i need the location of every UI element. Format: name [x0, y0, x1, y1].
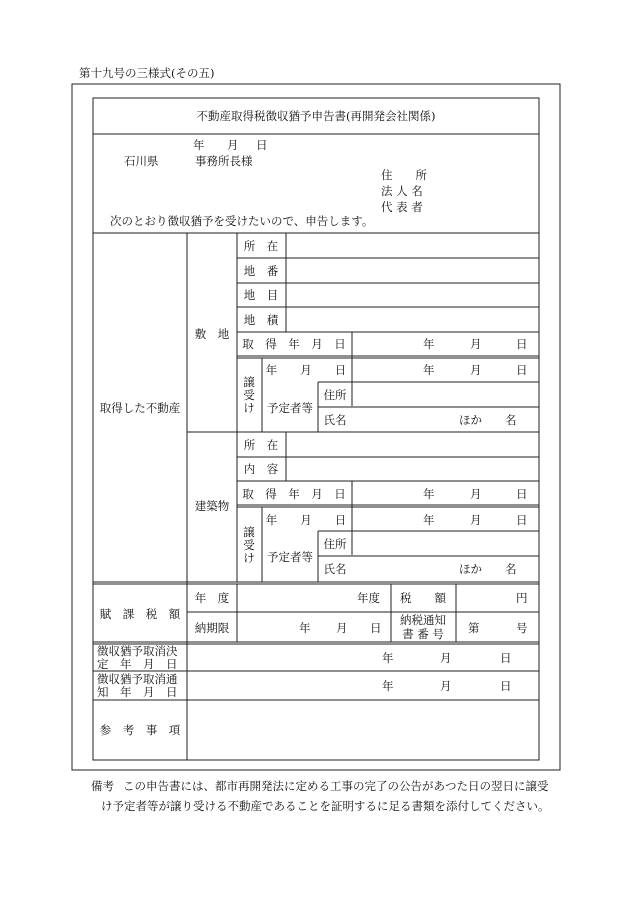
applicant-address-label: 住 所 — [381, 168, 427, 182]
building-transferee-name-label: 氏名 — [323, 562, 347, 576]
land-acquisition-year: 年 — [423, 337, 435, 351]
cancel-notice-label-1: 徴収猶予取消通 — [97, 672, 178, 686]
due-date-year: 年 — [299, 621, 311, 635]
land-location-label: 所 在 — [243, 239, 279, 253]
cancel-decision-label-1: 徴収猶予取消決 — [97, 644, 178, 658]
land-label: 敷 地 — [194, 327, 230, 341]
land-lot-number-label: 地 番 — [243, 264, 279, 278]
fiscal-year-label: 年 度 — [194, 591, 230, 605]
building-transferee-address-label: 住所 — [323, 537, 347, 551]
building-transfer-date-label: 年 月 日 — [265, 513, 347, 527]
notice-number-suffix: 号 — [516, 621, 528, 635]
cancel-decision-month: 月 — [440, 651, 452, 665]
land-acquisition-date-label: 取 得 年 月 日 — [242, 337, 346, 351]
cancel-notice-month: 月 — [440, 679, 452, 693]
notice-number-prefix: 第 — [468, 621, 480, 635]
building-acquisition-date-label: 取 得 年 月 日 — [242, 487, 346, 501]
land-transferee-others: ほか 名 — [459, 413, 517, 427]
building-transfer-day: 日 — [516, 513, 528, 527]
applicant-representative-label: 代 表 者 — [381, 200, 423, 214]
land-acquisition-day: 日 — [516, 337, 528, 351]
form-number: 第十九号の三様式(その五) — [79, 66, 215, 80]
land-transferee-label: 予定者等 — [267, 401, 313, 415]
land-transfer-label: 譲受け — [243, 375, 255, 415]
yen-label: 円 — [516, 591, 528, 605]
note-label: 備考 — [91, 779, 114, 793]
land-area-label: 地 積 — [243, 313, 279, 327]
building-transferee-label: 予定者等 — [267, 550, 313, 564]
applicant-corp-name-label: 法 人 名 — [381, 184, 423, 198]
tax-amount-label: 税 額 — [400, 591, 446, 605]
date-month-label: 月 — [227, 138, 239, 152]
land-transferee-name-label: 氏名 — [323, 413, 347, 427]
prefecture-label: 石川県 — [124, 154, 159, 168]
due-date-day: 日 — [370, 621, 382, 635]
building-acquisition-month: 月 — [470, 487, 482, 501]
building-transfer-month: 月 — [470, 513, 482, 527]
building-label: 建築物 — [194, 499, 230, 513]
land-category-label: 地 目 — [243, 288, 279, 302]
date-year-label: 年 — [193, 138, 205, 152]
land-acquisition-month: 月 — [470, 337, 482, 351]
remarks-label: 参 考 事 項 — [99, 723, 181, 737]
building-transferee-others: ほか 名 — [459, 562, 517, 576]
land-transfer-date-label: 年 月 日 — [265, 363, 347, 377]
form-title: 不動産取得税徴収猶予申告書(再開発会社関係) — [196, 109, 436, 123]
date-day-label: 日 — [256, 138, 268, 152]
cancel-decision-day: 日 — [500, 651, 512, 665]
building-transfer-year: 年 — [423, 513, 435, 527]
fiscal-year-suffix: 年度 — [357, 591, 380, 605]
note-text: この申告書には、都市再開発法に定める工事の完了の公告があつた日の翌日に譲受け予定者等が譲り受ける不動産であることを証明するに足る書類を添付してください。 — [101, 779, 550, 813]
building-location-label: 所 在 — [243, 438, 279, 452]
cancel-decision-label-2: 定 年 月 日 — [97, 657, 178, 671]
notice-number-label-1: 納税通知 — [400, 613, 446, 627]
building-acquisition-year: 年 — [423, 487, 435, 501]
cancel-notice-label-2: 知 年 月 日 — [97, 685, 178, 699]
land-transfer-month: 月 — [470, 363, 482, 377]
land-transfer-day: 日 — [516, 363, 528, 377]
building-content-label: 内 容 — [243, 462, 279, 476]
due-date-label: 納期限 — [194, 621, 230, 635]
cancel-decision-year: 年 — [382, 651, 394, 665]
building-transfer-label: 譲受け — [243, 525, 255, 565]
land-transferee-address-label: 住所 — [323, 388, 347, 402]
cancel-notice-day: 日 — [500, 679, 512, 693]
office-label: 事務所長様 — [195, 154, 253, 168]
declaration-statement: 次のとおり徴収猶予を受けたいので、申告します。 — [110, 214, 374, 228]
due-date-month: 月 — [336, 621, 348, 635]
acquired-property-label: 取得した不動産 — [99, 401, 181, 415]
assessed-tax-label: 賦 課 税 額 — [99, 607, 181, 621]
land-transfer-year: 年 — [423, 363, 435, 377]
cancel-notice-year: 年 — [382, 679, 394, 693]
building-acquisition-day: 日 — [516, 487, 528, 501]
notice-number-label-2: 書 番 号 — [402, 627, 444, 641]
